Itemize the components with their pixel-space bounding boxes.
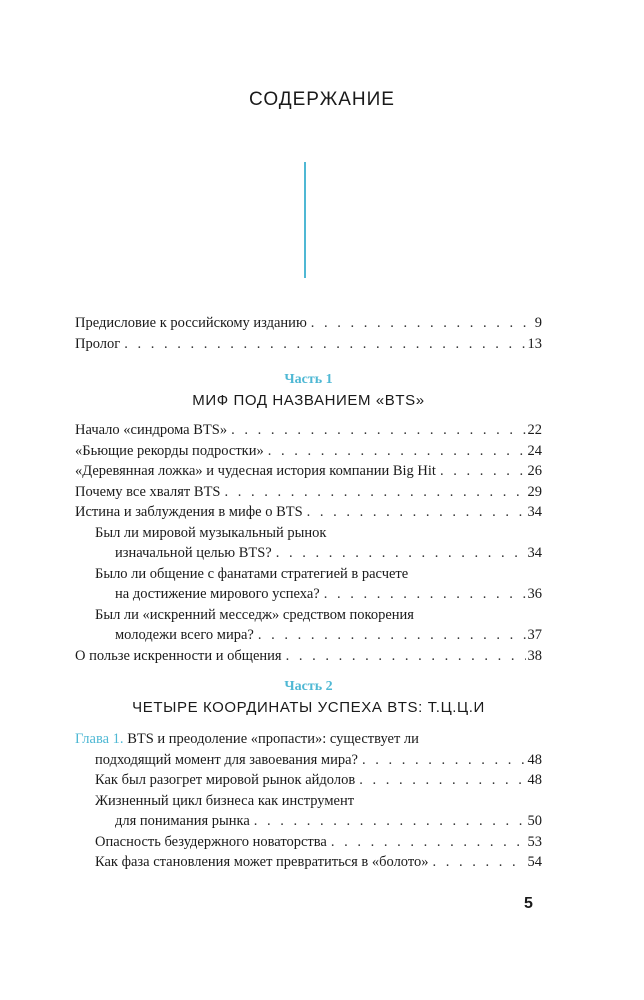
decorative-rule bbox=[304, 162, 306, 278]
chapter-1-title-line1: BTS и преодоление «пропасти»: существует ли bbox=[127, 731, 419, 747]
toc-subentry-line[interactable]: Был ли мировой музыкальный рынок bbox=[95, 524, 327, 541]
chapter-1-heading[interactable] bbox=[75, 729, 542, 750]
toc-entry[interactable]: О пользе искренности и общения . . . 38 bbox=[75, 646, 542, 667]
toc-subentry[interactable]: молодежи всего мира? . . . 37 bbox=[75, 625, 542, 646]
toc-entry[interactable]: Почему все хвалят BTS . . . 29 bbox=[75, 482, 542, 503]
toc-subentry-line[interactable]: Было ли общение с фанатами стратегией в расчете bbox=[95, 565, 409, 582]
toc-part-1 bbox=[75, 370, 542, 412]
page-number: 5 bbox=[524, 895, 533, 912]
toc-front bbox=[75, 313, 542, 354]
toc-part-1-entries bbox=[75, 420, 542, 666]
toc-entry[interactable]: Истина и заблуждения в мифе о BTS . . . 34 bbox=[75, 502, 542, 523]
toc-entry[interactable]: Начало «синдрома BTS» . . . 22 bbox=[75, 420, 542, 441]
toc-subentry[interactable]: на достижение мирового успеха? . . . 36 bbox=[75, 584, 542, 605]
toc-entry[interactable]: «Бьющие рекорды подростки» . . . 24 bbox=[75, 441, 542, 462]
toc-subentry[interactable]: для понимания рынка . . . 50 bbox=[75, 811, 542, 832]
toc-part-2-entries bbox=[75, 729, 542, 873]
toc-subentry[interactable]: Как фаза становления может превратиться в «болото» . . . 54 bbox=[75, 852, 542, 873]
chapter-1-prefix: Глава 1. bbox=[75, 731, 124, 747]
toc-subentry[interactable]: Опасность безудержного новаторства . . . 53 bbox=[75, 832, 542, 853]
toc-subentry[interactable]: Как был разогрет мировой рынок айдолов . . . 48 bbox=[75, 770, 542, 791]
toc-subentry-line[interactable]: Жизненный цикл бизнеса как инструмент bbox=[95, 792, 355, 809]
toc-entry-foreword[interactable]: Предисловие к российскому изданию . . . 9 bbox=[75, 313, 542, 334]
toc-subentry-line[interactable]: Был ли «искренний месседж» средством покорения bbox=[95, 606, 414, 623]
page-title: СОДЕРЖАНИЕ bbox=[249, 89, 395, 110]
part-2-label: Часть 2 bbox=[284, 679, 333, 694]
part-2-title: ЧЕТЫРЕ КООРДИНАТЫ УСПЕХА BTS: Т.Ц.Ц.И bbox=[132, 699, 485, 716]
part-1-label: Часть 1 bbox=[284, 372, 333, 387]
toc-subentry[interactable]: изначальной целью BTS? . . . 34 bbox=[75, 543, 542, 564]
chapter-1-entry[interactable]: подходящий момент для завоевания мира? . . . 48 bbox=[75, 750, 542, 771]
toc-entry-prologue[interactable]: Пролог . . . 13 bbox=[75, 334, 542, 355]
part-1-title: МИФ ПОД НАЗВАНИЕМ «BTS» bbox=[192, 392, 425, 409]
toc-part-2 bbox=[75, 677, 542, 719]
toc-entry[interactable]: «Деревянная ложка» и чудесная история компании Big Hit . . . 26 bbox=[75, 461, 542, 482]
